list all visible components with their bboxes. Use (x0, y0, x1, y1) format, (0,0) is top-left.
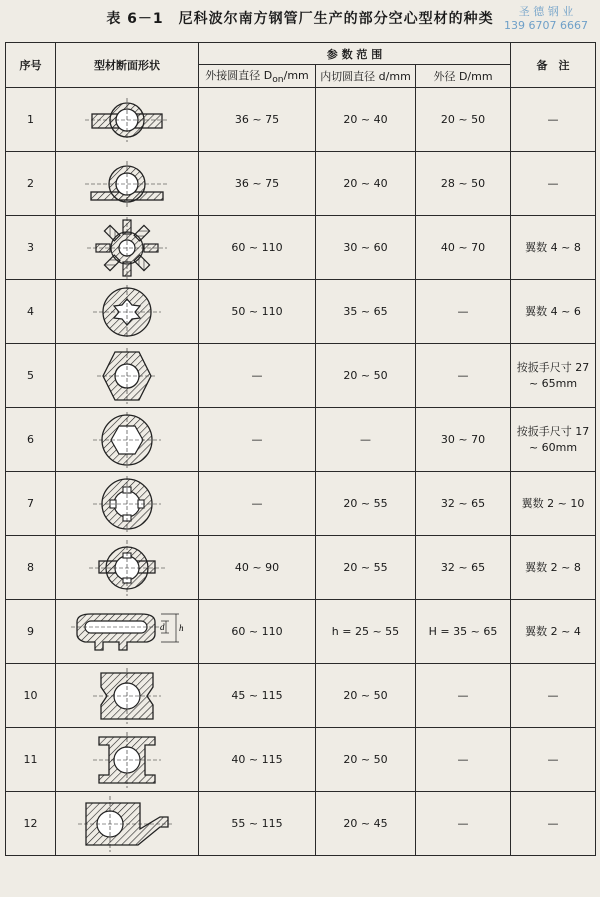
header-outer-circle-unit: /mm (283, 68, 309, 82)
note-value: 按扳手尺寸 17 ~ 60mm (511, 408, 596, 472)
header-outer-circle-label: 外接圆直径 D (205, 68, 273, 82)
inner-circle-value: h = 25 ~ 55 (316, 600, 416, 664)
profile-shape-cell (56, 728, 199, 792)
table-row (6, 280, 596, 344)
profile-10-drawing (77, 667, 177, 725)
profile-shape-cell (56, 664, 199, 728)
note-value: — (511, 664, 596, 728)
profile-shape-cell (56, 88, 199, 152)
profile-table (5, 42, 596, 856)
outer-dia-value: — (416, 728, 511, 792)
profile-2-drawing (77, 156, 177, 212)
note-value: 翼数 2 ~ 8 (511, 536, 596, 600)
table-row (6, 216, 596, 280)
profile-11-drawing (77, 731, 177, 789)
table-row (6, 664, 596, 728)
inner-circle-value: 35 ~ 65 (316, 280, 416, 344)
table-row (6, 408, 596, 472)
table-row (6, 472, 596, 536)
watermark (496, 5, 596, 33)
outer-circle-value: 60 ~ 110 (199, 600, 316, 664)
outer-circle-value: — (199, 408, 316, 472)
outer-circle-value: — (199, 472, 316, 536)
profile-shape-cell (56, 600, 199, 664)
table-title: 表 6－1 尼科波尔南方钢管厂生产的部分空心型材的种类 (106, 11, 494, 27)
profile-shape-cell (56, 536, 199, 600)
row-number: 6 (6, 408, 56, 472)
table-row (6, 152, 596, 216)
row-number: 2 (6, 152, 56, 216)
header-outer-dia: 外径 D/mm (416, 65, 511, 88)
header-note: 备 注 (511, 43, 596, 88)
row-number: 4 (6, 280, 56, 344)
header-params: 参 数 范 围 (199, 43, 511, 65)
row-number: 3 (6, 216, 56, 280)
outer-circle-value: 36 ~ 75 (199, 88, 316, 152)
inner-circle-value: 20 ~ 50 (316, 664, 416, 728)
outer-circle-value: 50 ~ 110 (199, 280, 316, 344)
profile-8-drawing (77, 539, 177, 597)
inner-circle-value: 20 ~ 50 (316, 344, 416, 408)
table-row (6, 88, 596, 152)
profile-9-label-d: d (160, 621, 165, 632)
note-value: 翼数 4 ~ 8 (511, 216, 596, 280)
profile-shape-cell (56, 472, 199, 536)
row-number: 8 (6, 536, 56, 600)
outer-circle-value: 45 ~ 115 (199, 664, 316, 728)
row-number: 5 (6, 344, 56, 408)
note-value: 翼数 2 ~ 4 (511, 600, 596, 664)
row-number: 11 (6, 728, 56, 792)
profile-9-label-h: h (179, 622, 184, 633)
profile-5-drawing (77, 347, 177, 405)
header-seq: 序号 (6, 43, 56, 88)
profile-1-drawing (77, 92, 177, 148)
table-row (6, 344, 596, 408)
row-number: 7 (6, 472, 56, 536)
outer-dia-value: 28 ~ 50 (416, 152, 511, 216)
row-number: 9 (6, 600, 56, 664)
profile-shape-cell (56, 280, 199, 344)
inner-circle-value: 20 ~ 50 (316, 728, 416, 792)
outer-dia-value: 32 ~ 65 (416, 472, 511, 536)
inner-circle-value: 20 ~ 40 (316, 152, 416, 216)
header-shape: 型材断面形状 (56, 43, 199, 88)
inner-circle-value: 20 ~ 55 (316, 472, 416, 536)
inner-circle-value: 30 ~ 60 (316, 216, 416, 280)
inner-circle-value: 20 ~ 55 (316, 536, 416, 600)
inner-circle-value: 20 ~ 40 (316, 88, 416, 152)
profile-shape-cell (56, 152, 199, 216)
table-row (6, 536, 596, 600)
outer-circle-value: 36 ~ 75 (199, 152, 316, 216)
outer-dia-value: 20 ~ 50 (416, 88, 511, 152)
note-value: — (511, 728, 596, 792)
note-value: 按扳手尺寸 27 ~ 65mm (511, 344, 596, 408)
profile-shape-cell (56, 344, 199, 408)
profile-shape-cell (56, 216, 199, 280)
profile-9-drawing (61, 604, 193, 660)
table-row (6, 600, 596, 664)
row-number: 10 (6, 664, 56, 728)
profile-shape-cell (56, 792, 199, 856)
note-value: — (511, 152, 596, 216)
profile-7-drawing (77, 475, 177, 533)
outer-dia-value: — (416, 792, 511, 856)
outer-dia-value: H = 35 ~ 65 (416, 600, 511, 664)
inner-circle-value: — (316, 408, 416, 472)
outer-circle-value: 40 ~ 90 (199, 536, 316, 600)
outer-circle-value: — (199, 344, 316, 408)
note-value: — (511, 792, 596, 856)
row-number: 12 (6, 792, 56, 856)
header-outer-circle (199, 65, 316, 88)
table-row (6, 792, 596, 856)
outer-dia-value: 40 ~ 70 (416, 216, 511, 280)
outer-dia-value: 30 ~ 70 (416, 408, 511, 472)
watermark-phone: 139 6707 6667 (504, 19, 588, 32)
outer-circle-value: 40 ~ 115 (199, 728, 316, 792)
outer-dia-value: 32 ~ 65 (416, 536, 511, 600)
outer-circle-value: 55 ~ 115 (199, 792, 316, 856)
profile-6-drawing (77, 411, 177, 469)
header-outer-circle-sub: on (272, 74, 284, 86)
profile-4-drawing (77, 283, 177, 341)
profile-12-drawing (72, 795, 182, 853)
note-value: — (511, 88, 596, 152)
note-value: 翼数 2 ~ 10 (511, 472, 596, 536)
outer-dia-value: — (416, 664, 511, 728)
table-row (6, 728, 596, 792)
outer-circle-value: 60 ~ 110 (199, 216, 316, 280)
outer-dia-value: — (416, 280, 511, 344)
profile-shape-cell (56, 408, 199, 472)
note-value: 翼数 4 ~ 6 (511, 280, 596, 344)
watermark-name: 圣 德 钢 业 (518, 5, 574, 18)
inner-circle-value: 20 ~ 45 (316, 792, 416, 856)
profile-3-drawing (77, 217, 177, 279)
header-inner-circle: 内切圆直径 d/mm (316, 65, 416, 88)
outer-dia-value: — (416, 344, 511, 408)
row-number: 1 (6, 88, 56, 152)
